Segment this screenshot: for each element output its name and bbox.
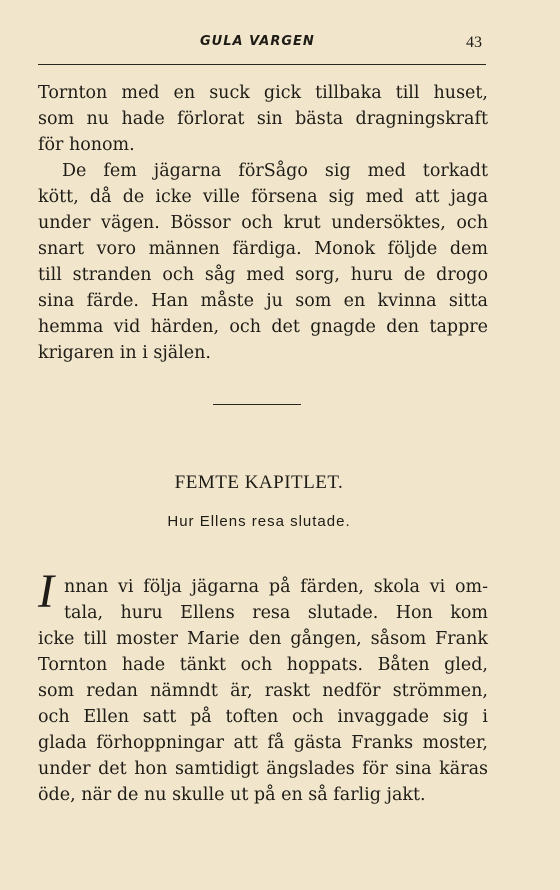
paragraph-2 bbox=[38, 158, 488, 366]
text-line: och Ellen satt på toften och invaggade sig i bbox=[38, 707, 488, 727]
chapter-paragraph bbox=[38, 574, 488, 808]
text-line: glada förhoppningar att få gästa Franks moster, bbox=[38, 733, 488, 753]
text-line: sina färde. Han måste ju som en kvinna sitta bbox=[38, 291, 488, 311]
text-line: för honom. bbox=[38, 135, 135, 155]
header-rule bbox=[38, 64, 486, 65]
text-line: tala, huru Ellens resa slutade. Hon kom bbox=[64, 603, 488, 623]
text-line: hemma vid härden, och det gnagde den tappre bbox=[38, 317, 488, 337]
text-line: som redan nämndt är, raskt nedför strömmen, bbox=[38, 681, 488, 701]
text-line: Tornton med en suck gick tillbaka till huset, bbox=[38, 83, 488, 103]
text-line: nnan vi följa jägarna på färden, skola vi om- bbox=[64, 577, 488, 597]
running-title: GULA VARGEN bbox=[200, 34, 315, 49]
page-number: 43 bbox=[466, 34, 482, 51]
text-line: icke till moster Marie den gången, såsom Frank bbox=[38, 629, 488, 649]
text-line: krigaren in i själen. bbox=[38, 343, 211, 363]
text-line: under det hon samtidigt ängslades för sina käras bbox=[38, 759, 488, 779]
text-line: öde, när de nu skulle ut på en så farlig jakt. bbox=[38, 785, 426, 805]
text-line: snart voro männen färdiga. Monok följde dem bbox=[38, 239, 488, 259]
section-divider bbox=[213, 404, 301, 405]
running-head bbox=[0, 34, 560, 54]
chapter-subtitle: Hur Ellens resa slutade. bbox=[167, 513, 351, 530]
chapter-title: FEMTE KAPITLET. bbox=[174, 472, 344, 493]
text-line: som nu hade förlorat sin bästa dragningskraft bbox=[38, 109, 488, 129]
paragraph-1 bbox=[38, 80, 488, 158]
text-line: kött, då de icke ville försena sig med att jaga bbox=[38, 187, 488, 207]
text-line: De fem jägarna förSågo sig med torkadt bbox=[62, 161, 488, 181]
text-line: till stranden och såg med sorg, huru de drogo bbox=[38, 265, 488, 285]
drop-cap: I bbox=[38, 565, 54, 618]
text-line: under vägen. Bössor och krut undersöktes, och bbox=[38, 213, 488, 233]
text-line: Tornton hade tänkt och hoppats. Båten gled, bbox=[38, 655, 488, 675]
